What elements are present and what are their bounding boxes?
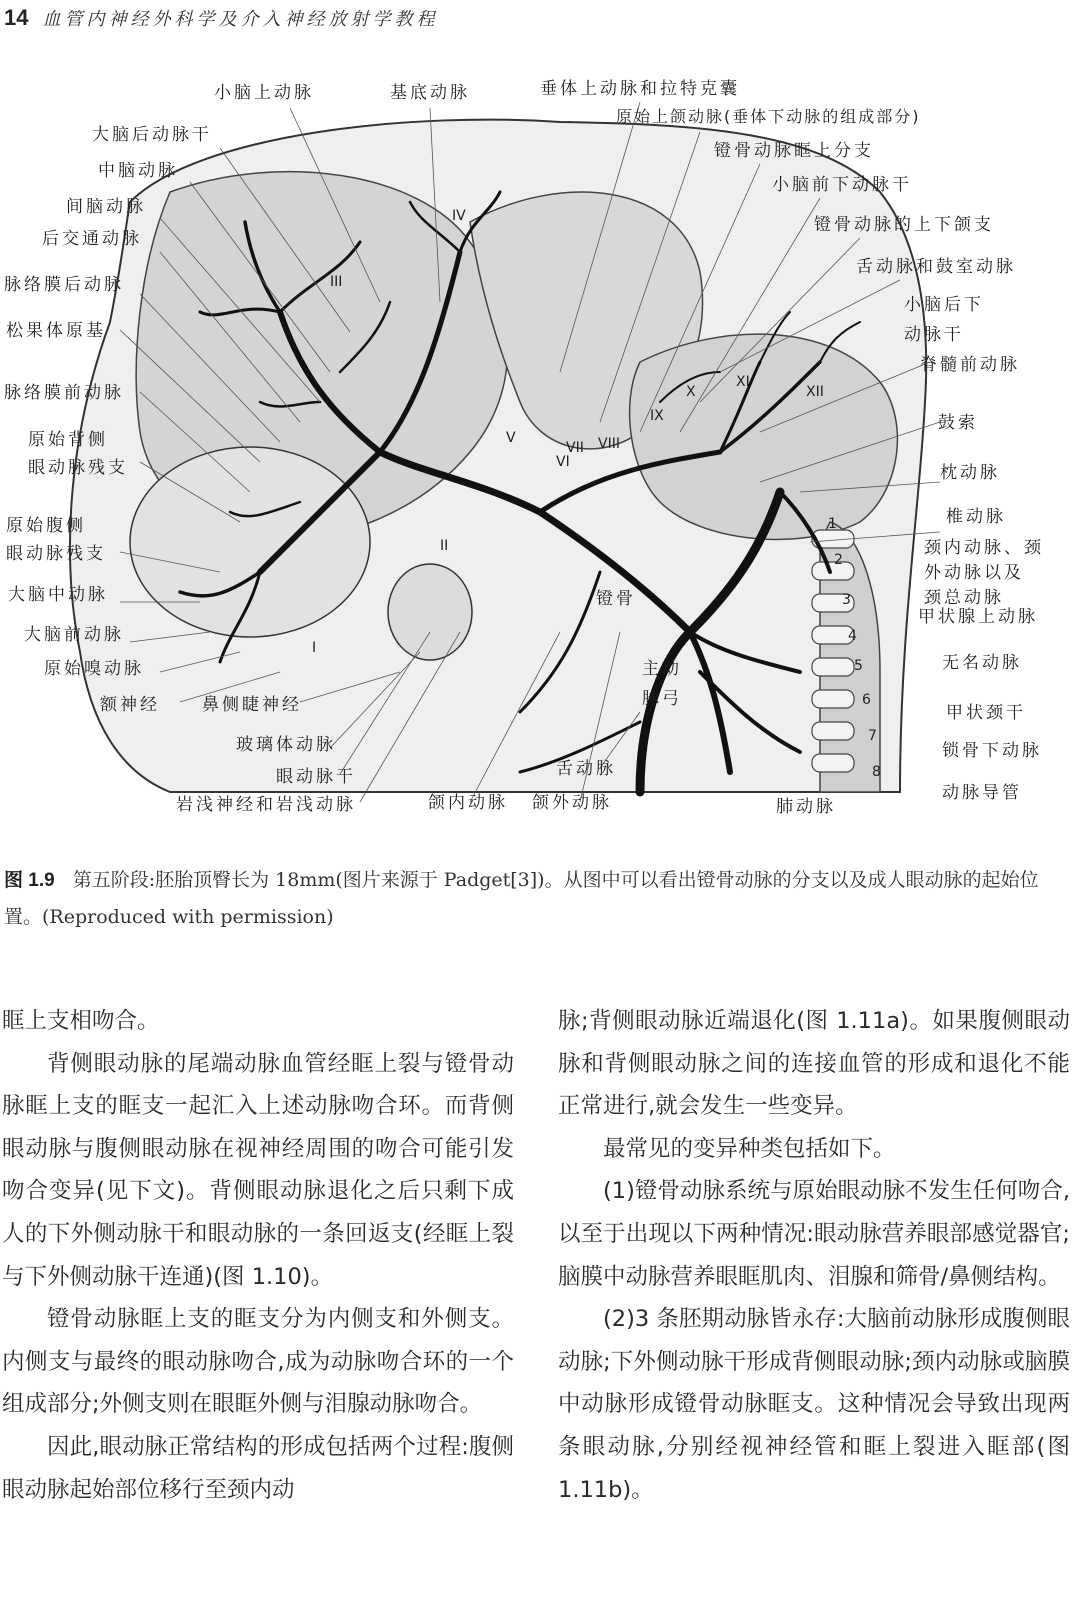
label-frontal-nerve: 额神经 <box>100 695 160 715</box>
label-nasal-ciliary: 鼻侧睫神经 <box>202 695 302 715</box>
left-paragraph-3: 镫骨动脉眶上支的眶支分为内侧支和外侧支。内侧支与最终的眼动脉吻合,成为动脉吻合环的一个组成部分;外侧支则在眼眶外侧与泪腺动脉吻合。 <box>2 1306 514 1418</box>
label-external-carotid: 颌外动脉 <box>532 793 612 813</box>
label-pica: 小脑后下 动脉干 <box>904 295 984 345</box>
label-chorda-tympani: 鼓索 <box>938 413 978 433</box>
label-pineal: 松果体原基 <box>6 321 106 341</box>
label-superior-cerebellar-artery: 小脑上动脉 <box>214 83 314 103</box>
label-anterior-choroidal: 脉络膜前动脉 <box>4 383 124 403</box>
arch-number-7: 7 <box>868 728 877 744</box>
illustration-drawing <box>0 72 1080 852</box>
label-diencephalic: 间脑动脉 <box>66 197 146 217</box>
numeral-VI: VI <box>556 454 570 470</box>
label-anterior-spinal: 脊髓前动脉 <box>920 355 1020 375</box>
caption-text: 第五阶段:胚胎顶臀长为 18mm(图片来源于 Padget[3])。从图中可以看出镫骨动脉的分支以及成人眼动脉的起始位置。(Reproduced with permission) <box>4 869 1039 928</box>
label-petrosal: 岩浅神经和岩浅动脉 <box>176 795 356 815</box>
label-carotids: 颈内动脉、颈 外动脉以及 颈总动脉 <box>924 538 1044 608</box>
label-occipital: 枕动脉 <box>940 463 1000 483</box>
label-subclavian: 锁骨下动脉 <box>942 741 1042 761</box>
label-aca: 大脑前动脉 <box>24 625 124 645</box>
numeral-XII: XII <box>806 384 824 400</box>
numeral-VII: VII <box>566 440 584 456</box>
book-title: 血管内神经外科学及介入神经放射学教程 <box>42 9 439 30</box>
numeral-I: I <box>312 640 317 656</box>
embryo-artery-illustration <box>0 72 1080 852</box>
label-vertebral: 椎动脉 <box>946 507 1006 527</box>
figure-number: 图 1.9 <box>4 870 55 891</box>
label-hypophyseal-rathke: 垂体上动脉和拉特克囊 <box>540 79 740 99</box>
arch-number-8: 8 <box>872 764 881 780</box>
label-stapedial-maxillomandibular: 镫骨动脉的上下颌支 <box>814 215 994 235</box>
numeral-IV: IV <box>452 208 466 224</box>
label-hypoglossal-tympanic: 舌动脉和鼓室动脉 <box>856 257 1016 277</box>
arch-number-4: 4 <box>848 628 857 644</box>
label-superior-thyroid: 甲状腺上动脉 <box>918 607 1038 627</box>
lens <box>388 564 472 660</box>
label-pcomm: 后交通动脉 <box>42 229 142 249</box>
label-posterior-choroidal: 脉络膜后动脉 <box>4 275 124 295</box>
label-hyaloid: 玻璃体动脉 <box>236 735 336 755</box>
arch-number-5: 5 <box>854 658 863 674</box>
label-primitive-maxillary: 原始上颌动脉(垂体下动脉的组成部分) <box>616 107 921 126</box>
numeral-IX: IX <box>650 408 664 424</box>
label-internal-carotid: 颌内动脉 <box>428 793 508 813</box>
label-basilar-artery: 基底动脉 <box>390 83 470 103</box>
label-stapes: 镫骨 <box>596 589 636 609</box>
figure-caption <box>4 862 1072 936</box>
label-ophthalmic-trunk: 眼动脉干 <box>276 767 356 787</box>
left-paragraph-1: 眶上支相吻合。 <box>2 1008 160 1034</box>
numeral-V: V <box>506 430 516 446</box>
label-aica: 小脑前下动脉干 <box>772 175 912 195</box>
label-ductus: 动脉导管 <box>942 783 1022 803</box>
arch-number-3: 3 <box>842 592 851 608</box>
right-paragraph-1: 脉;背侧眼动脉近端退化(图 1.11a)。如果腹侧眼动脉和背侧眼动脉之间的连接血管的形成和退化不能正常进行,就会发生一些变异。 <box>558 1008 1070 1120</box>
left-paragraph-4: 因此,眼动脉正常结构的形成包括两个过程:腹侧眼动脉起始部位移行至颈内动 <box>2 1433 514 1503</box>
label-ventral-ophthalmic: 原始腹侧 眼动脉残支 <box>6 516 106 564</box>
label-thyrocervical: 甲状颈干 <box>946 703 1026 723</box>
arch-number-1: 1 <box>828 516 837 532</box>
label-dorsal-ophthalmic: 原始背侧 眼动脉残支 <box>28 430 128 478</box>
numeral-VIII: VIII <box>598 436 620 452</box>
label-pca: 大脑后动脉干 <box>92 125 212 145</box>
numeral-X: X <box>686 384 696 400</box>
label-mesencephalic: 中脑动脉 <box>98 161 178 181</box>
label-lingual: 舌动脉 <box>556 759 616 779</box>
numeral-II: II <box>440 538 449 554</box>
running-head <box>0 0 1080 36</box>
arch-number-2: 2 <box>834 552 843 568</box>
label-pulmonary: 肺动脉 <box>776 797 836 817</box>
label-olfactory: 原始嗅动脉 <box>44 659 144 679</box>
numeral-XI: XI <box>736 374 750 390</box>
right-paragraph-3: (1)镫骨动脉系统与原始眼动脉不发生任何吻合,以至于出现以下两种情况:眼动脉营养眼部感觉器官;脑膜中动脉营养眼眶肌肉、泪腺和筛骨/鼻侧结构。 <box>558 1178 1070 1290</box>
label-stapedial-supraorbital: 镫骨动脉眶上分支 <box>714 141 874 161</box>
numeral-III: III <box>330 274 343 290</box>
label-mca: 大脑中动脉 <box>8 585 108 605</box>
page-number: 14 <box>4 5 29 30</box>
label-innominate: 无名动脉 <box>942 653 1022 673</box>
arch-number-6: 6 <box>862 692 871 708</box>
right-paragraph-4: (2)3 条胚期动脉皆永存:大脑前动脉形成腹侧眼动脉;下外侧动脉干形成背侧眼动脉;颈内动脉或脑膜中动脉形成镫骨动脉眶支。这种情况会导致出现两条眼动脉,分别经视神经管和眶上裂进入眶部(图 1.11b)。 <box>558 1306 1070 1503</box>
body-right-column <box>558 1000 1070 1511</box>
body-left-column <box>2 1000 514 1511</box>
label-aortic-arch: 主动 脉弓 <box>642 659 682 709</box>
right-paragraph-2: 最常见的变异种类包括如下。 <box>603 1135 896 1162</box>
optic-cup <box>130 447 370 637</box>
left-paragraph-2: 背侧眼动脉的尾端动脉血管经眶上裂与镫骨动脉眶上支的眶支一起汇入上述动脉吻合环。而背侧眼动脉与腹侧眼动脉在视神经周围的吻合可能引发吻合变异(见下文)。背侧眼动脉退化之后只剩下成人的下外侧动脉干和眼动脉的一条回返支(经眶上裂与下外侧动脉干连通)(图 1.10)。 <box>2 1050 514 1290</box>
